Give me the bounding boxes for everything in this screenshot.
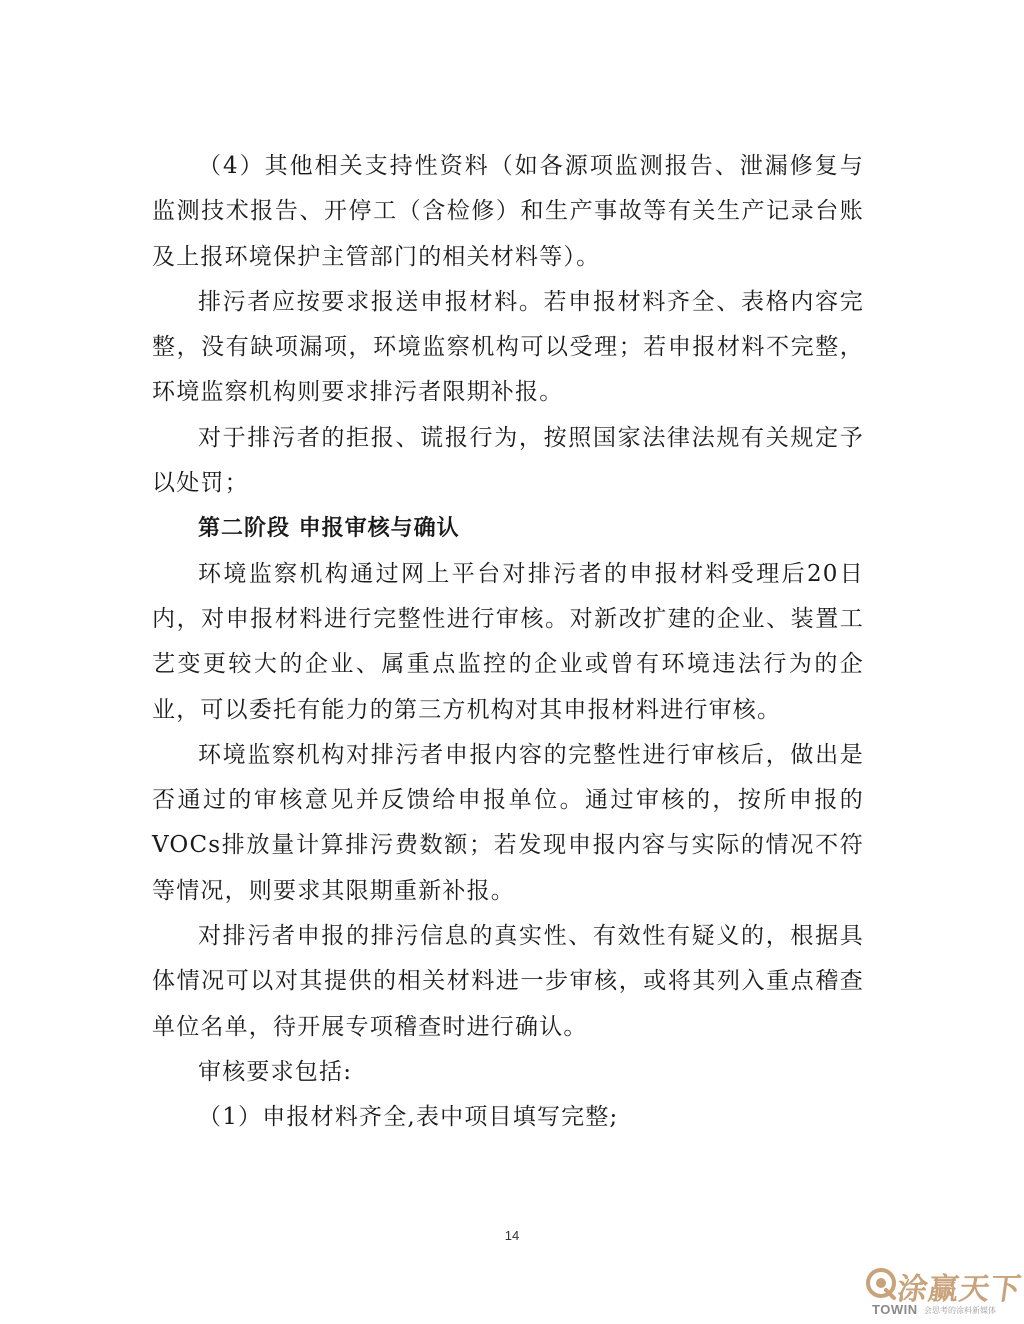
- page-body: [152, 144, 864, 1141]
- paragraph-requirement-1: （1）申报材料齐全,表中项目填写完整;: [198, 1104, 619, 1131]
- towin-logo-icon: [864, 1266, 898, 1300]
- paragraph-review-requirements-intro: 审核要求包括:: [198, 1058, 353, 1085]
- watermark-title: 涂赢天下: [895, 1272, 1024, 1307]
- paragraph-review-feedback: 环境监察机构对排污者申报内容的完整性进行审核后，做出是否通过的审核意见并反馈给申报单位。通过审核的，按所申报的VOCs排放量计算排污费数额；若发现申报内容与实际的情况不符等情况，则要求其限期重新补报。: [152, 741, 864, 904]
- watermark-tagline: 会思考的涂料新媒体: [924, 1306, 996, 1315]
- section-heading: 第二阶段 申报审核与确认: [198, 516, 460, 542]
- paragraph-submission-requirements: 排污者应按要求报送申报材料。若申报材料齐全、表格内容完整，没有缺项漏项，环境监察机构可以受理；若申报材料不完整，环境监察机构则要求排污者限期补报。: [152, 288, 864, 406]
- paragraph-review-timeline: 环境监察机构通过网上平台对排污者的申报材料受理后20日内，对申报材料进行完整性进行审核。对新改扩建的企业、装置工艺变更较大的企业、属重点监控的企业或曾有环境违法行为的企业，可以委托有能力的第三方机构对其申报材料进行审核。: [152, 560, 864, 723]
- page-number: 14: [504, 1228, 520, 1243]
- paragraph-penalties: 对于排污者的拒报、谎报行为，按照国家法律法规有关规定予以处罚；: [152, 424, 864, 497]
- paragraph-supporting-materials: （4）其他相关支持性资料（如各源项监测报告、泄漏修复与监测技术报告、开停工（含检修）和生产事故等有关生产记录台账及上报环境保护主管部门的相关材料等）。: [152, 153, 864, 270]
- watermark: [858, 1266, 1024, 1318]
- watermark-brand: TOWIN: [872, 1302, 918, 1317]
- paragraph-doubtful-info: 对排污者申报的排污信息的真实性、有效性有疑义的，根据具体情况可以对其提供的相关材料进一步审核，或将其列入重点稽查单位名单，待开展专项稽查时进行确认。: [152, 923, 864, 1040]
